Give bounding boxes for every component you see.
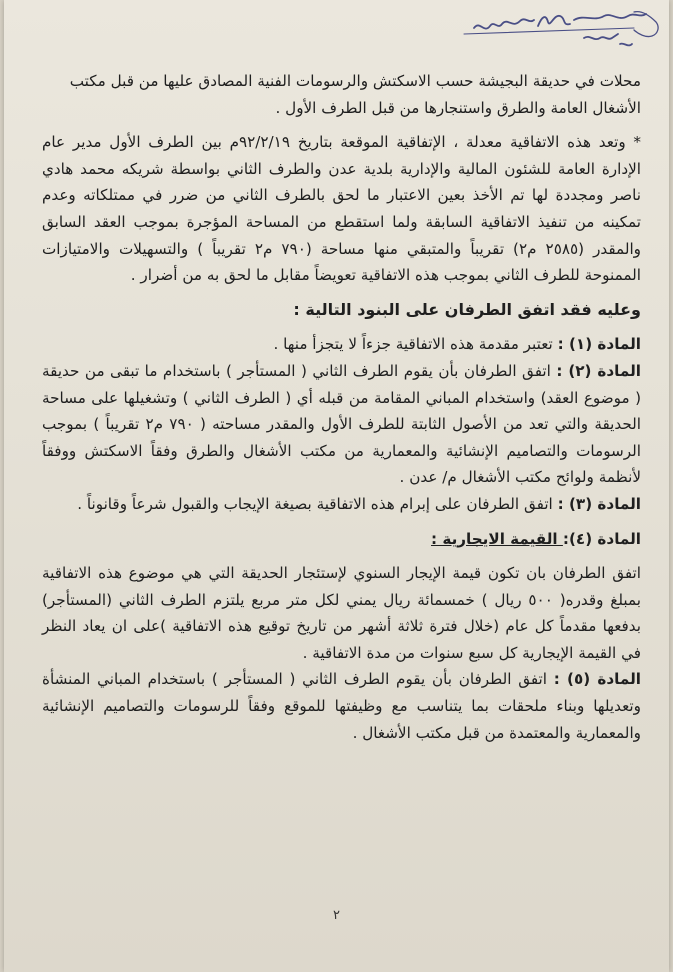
article-3 <box>42 491 641 518</box>
article-1-label: المادة (١) : <box>557 335 641 354</box>
article-5-text: اتفق الطرفان بأن يقوم الطرف الثاني ( المستأجر ) باستخدام المباني المنشأة وتعديلها وبناء ملحقات بما يتناسب مع وظيفتها للموقع وفقاً للرسومات والتصاميم الإنشائية والمعمارية والمعتمدة من قبل مكتب الأشغال . <box>42 670 641 742</box>
document-body <box>42 68 641 746</box>
article-4-title: القيمة الايجارية : <box>431 529 563 548</box>
page-number: ٢ <box>333 908 340 923</box>
article-1-text: تعتبر مقدمة هذه الاتفاقية جزءاً لا يتجزأ منها . <box>273 335 558 354</box>
article-4-text: اتفق الطرفان بان تكون قيمة الإيجار السنوي لإستئجار الحديقة التي هي موضوع هذه الاتفاقية بمبلغ وقدره( ٥٠٠ ريال ) خمسمائة ريال يمني لكل متر مربع يلتزم الطرف الثاني (المستأجر) بدفعها مقدماً كل عام (خلال فترة ثلاثة أشهر من تاريخ توقيع هذه الاتفاقية )على ان يعاد النظر في القيمة الإيجارية كل سبع سنوات من مدة الاتفاقية . <box>42 564 641 662</box>
article-5-label: المادة (٥) : <box>553 670 641 689</box>
articles-heading: وعليه فقد اتفق الطرفان على البنود التالية : <box>293 299 641 319</box>
article-5 <box>42 666 641 746</box>
article-2-text: اتفق الطرفان بأن يقوم الطرف الثاني ( المستأجر ) باستخدام ما تبقى من حديقة ( موضوع العقد) واستخدام المباني المقامة من قبله أي ( الطرف الثاني ) وتشغيلها على مساحة الحديقة والتي تعد من الأصول الثابتة للطرف الأول والمقدر مساحته ( ٧٩٠ م٢ تقريباً ) بموجب الرسومات والتصاميم الإنشائية والمعمارية من مكتب الأشغال والطرق وفقاً الاسكتش ووفقاً لأنظمة ولوائح مكتب الأشغال م/ عدن . <box>42 361 642 487</box>
amendment-paragraph: * وتعد هذه الاتفاقية معدلة ، الإتفاقية الموقعة بتاريخ ٩٢/٢/١٩م بين الطرف الأول مدير عام الإدارة العامة للشئون المالية والإدارية بلدية عدن والطرف الثاني بواسطة شريكه محمد هادي ناصر ومجددة لها تم الأخذ بعين الاعتبار ما لحق بالطرف الثاني من ضرر في ممتلكاته وعدم تمكينه من تنفيذ الاتفاقية السابقة ولما استقطع من المساحة المؤجرة بموجب العقد السابق والمقدر (٢٥٨٥ م٢) تقريباً والمتبقي منها مساحة (٧٩٠ م٢ تقريباً ) والتسهيلات والامتيازات الممنوحة للطرف الثاني بموجب هذه الاتفاقية تعويضاً مقابل ما لحق به من أضرار . <box>42 133 642 285</box>
intro-line-2: الأشغال العامة والطرق واستنجارها من قبل الطرف الأول . <box>275 98 641 117</box>
document-page <box>4 0 669 972</box>
article-2 <box>42 358 641 491</box>
handwritten-signature <box>434 4 669 64</box>
article-4-label: المادة (٤): <box>562 529 641 548</box>
article-3-text: اتفق الطرفان على إبرام هذه الاتفاقية بصيغة الإيجاب والقبول شرعاً وقانوناً . <box>77 494 558 513</box>
article-2-label: المادة (٢) : <box>556 361 641 380</box>
article-3-label: المادة (٣) : <box>557 494 641 513</box>
intro-line-1: محلات في حديقة البجيشة حسب الاسكتش والرسومات الفنية المصادق عليها من قبل مكتب <box>69 72 641 90</box>
article-1 <box>42 331 641 358</box>
article-4-heading <box>42 526 641 553</box>
